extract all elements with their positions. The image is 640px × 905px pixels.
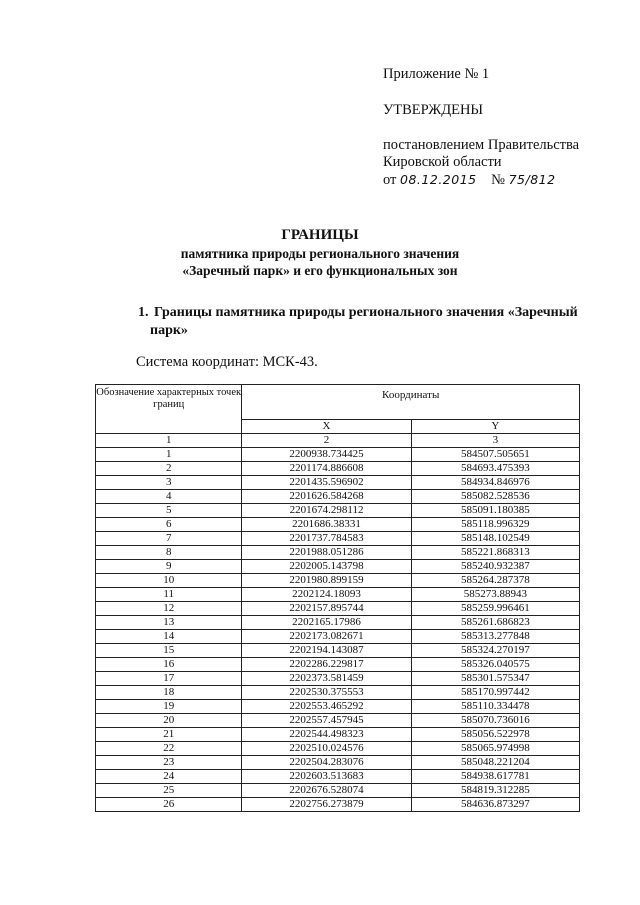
- table-row: [96, 560, 580, 574]
- section-heading-line-1: Границы памятника природы регионального значения «Заречный: [154, 305, 578, 320]
- table-row: [96, 644, 580, 658]
- header-y: Y: [411, 420, 579, 434]
- y-coordinate-cell: 584636.873297: [411, 798, 579, 812]
- table-row: [96, 658, 580, 672]
- point-number-cell: 7: [96, 532, 242, 546]
- point-number-cell: 12: [96, 602, 242, 616]
- x-coordinate-cell: 2202510.024576: [242, 742, 411, 756]
- point-number-cell: 21: [96, 728, 242, 742]
- y-coordinate-cell: 585221.868313: [411, 546, 579, 560]
- y-coordinate-cell: 584938.617781: [411, 770, 579, 784]
- table-row: [96, 770, 580, 784]
- document-title: ГРАНИЦЫ: [281, 227, 359, 243]
- table-row: [96, 630, 580, 644]
- point-number-cell: 4: [96, 490, 242, 504]
- y-coordinate-cell: 585148.102549: [411, 532, 579, 546]
- x-coordinate-cell: 2202544.498323: [242, 728, 411, 742]
- x-coordinate-cell: 2202676.528074: [242, 784, 411, 798]
- x-coordinate-cell: 2202194.143087: [242, 644, 411, 658]
- point-number-cell: 20: [96, 714, 242, 728]
- x-coordinate-cell: 2201737.784583: [242, 532, 411, 546]
- y-coordinate-cell: 585082.528536: [411, 490, 579, 504]
- x-coordinate-cell: 2202173.082671: [242, 630, 411, 644]
- point-number-cell: 8: [96, 546, 242, 560]
- x-coordinate-cell: 2200938.734425: [242, 448, 411, 462]
- x-coordinate-cell: 2202373.581459: [242, 672, 411, 686]
- y-coordinate-cell: 585170.997442: [411, 686, 579, 700]
- point-number-cell: 19: [96, 700, 242, 714]
- section-heading: [138, 304, 598, 340]
- y-coordinate-cell: 584507.505651: [411, 448, 579, 462]
- point-number-cell: 2: [96, 462, 242, 476]
- point-number-cell: 15: [96, 644, 242, 658]
- approved-label: УТВЕРЖДЕНЫ: [383, 102, 484, 118]
- x-coordinate-cell: 2202557.457945: [242, 714, 411, 728]
- coordinates-table: [95, 384, 580, 812]
- x-coordinate-cell: 2202756.273879: [242, 798, 411, 812]
- table-row: [96, 546, 580, 560]
- decree-from-label: от: [383, 172, 397, 188]
- y-coordinate-cell: 584934.846976: [411, 476, 579, 490]
- header-point-label: Обозначение характерных точек границ: [96, 385, 242, 434]
- point-number-cell: 14: [96, 630, 242, 644]
- x-coordinate-cell: 2201174.886608: [242, 462, 411, 476]
- decree-line-1: постановлением Правительства: [383, 137, 580, 153]
- point-number-cell: 24: [96, 770, 242, 784]
- point-number-cell: 5: [96, 504, 242, 518]
- y-coordinate-cell: 585118.996329: [411, 518, 579, 532]
- table-row: [96, 700, 580, 714]
- point-number-cell: 22: [96, 742, 242, 756]
- point-number-cell: 23: [96, 756, 242, 770]
- table-row: [96, 728, 580, 742]
- point-number-cell: 25: [96, 784, 242, 798]
- table-row: [96, 756, 580, 770]
- y-coordinate-cell: 585240.932387: [411, 560, 579, 574]
- header-coordinates: Координаты: [242, 385, 580, 420]
- table-row: [96, 504, 580, 518]
- table-row: [96, 462, 580, 476]
- x-coordinate-cell: 2201435.596902: [242, 476, 411, 490]
- table-row: [96, 574, 580, 588]
- decree-date-number-line: [383, 171, 556, 189]
- y-coordinate-cell: 584693.475393: [411, 462, 579, 476]
- point-number-cell: 17: [96, 672, 242, 686]
- table-row: [96, 798, 580, 812]
- table-row: [96, 742, 580, 756]
- y-coordinate-cell: 585056.522978: [411, 728, 579, 742]
- header-col-number-3: 3: [411, 434, 579, 448]
- y-coordinate-cell: 585070.736016: [411, 714, 579, 728]
- point-number-cell: 13: [96, 616, 242, 630]
- table-row: [96, 602, 580, 616]
- y-coordinate-cell: 585065.974998: [411, 742, 579, 756]
- y-coordinate-cell: 585313.277848: [411, 630, 579, 644]
- header-col-number-1: 1: [96, 434, 242, 448]
- y-coordinate-cell: 585273.88943: [411, 588, 579, 602]
- point-number-cell: 6: [96, 518, 242, 532]
- point-number-cell: 1: [96, 448, 242, 462]
- table-row: [96, 588, 580, 602]
- x-coordinate-cell: 2202553.465292: [242, 700, 411, 714]
- x-coordinate-cell: 2201686.38331: [242, 518, 411, 532]
- table-row: [96, 784, 580, 798]
- y-coordinate-cell: 585264.287378: [411, 574, 579, 588]
- x-coordinate-cell: 2201980.899159: [242, 574, 411, 588]
- decree-date-handwritten: 08.12.2015: [400, 172, 477, 187]
- table-row: [96, 518, 580, 532]
- decree-number-handwritten: 75/812: [508, 172, 556, 187]
- decree-line-2: Кировской области: [383, 154, 502, 170]
- y-coordinate-cell: 585261.686823: [411, 616, 579, 630]
- document-subtitle-1: памятника природы регионального значения: [180, 246, 460, 261]
- table-row: [96, 448, 580, 462]
- x-coordinate-cell: 2201674.298112: [242, 504, 411, 518]
- table-row: [96, 490, 580, 504]
- x-coordinate-cell: 2202603.513683: [242, 770, 411, 784]
- y-coordinate-cell: 584819.312285: [411, 784, 579, 798]
- point-number-cell: 16: [96, 658, 242, 672]
- y-coordinate-cell: 585048.221204: [411, 756, 579, 770]
- y-coordinate-cell: 585259.996461: [411, 602, 579, 616]
- x-coordinate-cell: 2202530.375553: [242, 686, 411, 700]
- x-coordinate-cell: 2202504.283076: [242, 756, 411, 770]
- y-coordinate-cell: 585091.180385: [411, 504, 579, 518]
- point-number-cell: 9: [96, 560, 242, 574]
- point-number-cell: 11: [96, 588, 242, 602]
- table-row: [96, 714, 580, 728]
- header-col-number-2: 2: [242, 434, 411, 448]
- header-x: X: [242, 420, 411, 434]
- point-number-cell: 10: [96, 574, 242, 588]
- decree-number-label: №: [491, 172, 505, 188]
- section-heading-line-2: парк»: [150, 323, 188, 338]
- coordinate-system-label: Система координат: МСК-43.: [136, 354, 318, 370]
- x-coordinate-cell: 2202124.18093: [242, 588, 411, 602]
- x-coordinate-cell: 2202005.143798: [242, 560, 411, 574]
- x-coordinate-cell: 2201626.584268: [242, 490, 411, 504]
- table-row: [96, 686, 580, 700]
- x-coordinate-cell: 2202165.17986: [242, 616, 411, 630]
- point-number-cell: 3: [96, 476, 242, 490]
- x-coordinate-cell: 2202157.895744: [242, 602, 411, 616]
- table-row: [96, 672, 580, 686]
- table-row: [96, 476, 580, 490]
- table-row: [96, 616, 580, 630]
- section-number: 1.: [138, 305, 149, 320]
- x-coordinate-cell: 2202286.229817: [242, 658, 411, 672]
- appendix-label: Приложение № 1: [383, 66, 490, 82]
- y-coordinate-cell: 585324.270197: [411, 644, 579, 658]
- point-number-cell: 26: [96, 798, 242, 812]
- x-coordinate-cell: 2201988.051286: [242, 546, 411, 560]
- y-coordinate-cell: 585301.575347: [411, 672, 579, 686]
- point-number-cell: 18: [96, 686, 242, 700]
- table-row: [96, 532, 580, 546]
- y-coordinate-cell: 585110.334478: [411, 700, 579, 714]
- document-subtitle-2: «Заречный парк» и его функциональных зон: [182, 263, 458, 278]
- y-coordinate-cell: 585326.040575: [411, 658, 579, 672]
